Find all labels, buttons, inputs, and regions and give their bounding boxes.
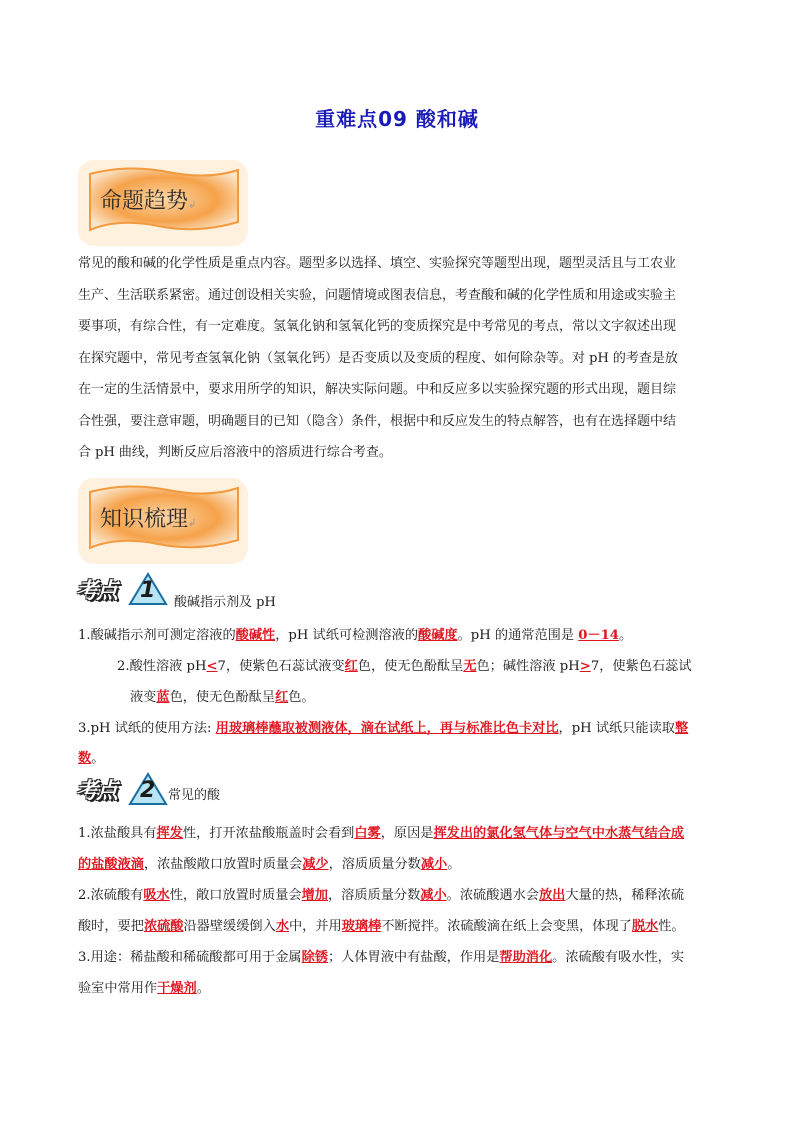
banner-label: 命题趋势↲ bbox=[100, 189, 197, 214]
trend-banner bbox=[78, 160, 248, 246]
page-title: 重难点09 酸和碱 bbox=[315, 107, 479, 131]
intro-line: 生产、生活联系紧密。通过创设相关实验，问题情境或图表信息，考查酸和碱的化学性质和用途或实验主 bbox=[78, 287, 677, 303]
kd2-line-4: 酸时，要把浓硫酸沿器壁缓缓倒入水中，并用玻璃棒不断搅拌。浓硫酸滴在纸上会变黑，体现了脱水性。 bbox=[78, 919, 685, 934]
kaodian-2-badge bbox=[76, 772, 166, 808]
kd1-line-1: 1.酸碱指示剂可测定溶液的酸碱性，pH 试纸可检测溶液的酸碱度。pH 的通常范围是 0－14。 bbox=[78, 628, 633, 643]
kaodian-label: 考点 bbox=[76, 779, 117, 804]
kaodian-1-badge bbox=[76, 572, 166, 608]
kd2-line-2: 的盐酸液滴，浓盐酸敞口放置时质量会减少，溶质质量分数减小。 bbox=[78, 857, 461, 872]
intro-line: 常见的酸和碱的化学性质是重点内容。题型多以选择、填空、实验探究等题型出现，题型灵活且与工农业 bbox=[78, 256, 677, 271]
intro-line: 合性强，要注意审题，明确题目的已知（隐含）条件，根据中和反应发生的特点解答，也有在选择题中结 bbox=[78, 413, 677, 429]
kaodian-2-title: 常见的酸 bbox=[168, 788, 221, 803]
intro-line: 合 pH 曲线，判断反应后溶液中的溶质进行综合考查。 bbox=[78, 445, 392, 460]
intro-paragraph bbox=[78, 248, 718, 469]
intro-line: 在探究题中，常见考查氢氧化钠（氢氧化钙）是否变质以及变质的程度、如何除杂等。对 pH 的考查是放 bbox=[78, 350, 678, 366]
kaodian-number: 1 bbox=[140, 578, 156, 603]
kaodian-number: 2 bbox=[140, 778, 156, 803]
kaodian-label: 考点 bbox=[76, 579, 117, 604]
banner-label: 知识梳理↲ bbox=[100, 507, 197, 532]
kd2-line-1: 1.浓盐酸具有挥发性，打开浓盐酸瓶盖时会看到白雾，原因是挥发出的氯化氢气体与空气中水蒸气结合成 bbox=[78, 826, 685, 841]
kd1-line-2: 2.酸性溶液 pH<7，使紫色石蕊试液变红色，使无色酚酞呈无色；碱性溶液 pH>7，使紫色石蕊试 bbox=[117, 659, 692, 674]
intro-line: 在一定的生活情景中，要求用所学的知识，解决实际问题。中和反应多以实验探究题的形式出现，题目综 bbox=[78, 382, 677, 397]
intro-line: 要事项，有综合性，有一定难度。氢氧化钠和氢氧化钙的变质探究是中考常见的考点，常以文字叙述出现 bbox=[78, 319, 677, 334]
knowledge-banner bbox=[78, 478, 248, 564]
kaodian-1-title: 酸碱指示剂及 pH bbox=[174, 595, 276, 610]
kd1-line-3: 液变蓝色，使无色酚酞呈红色。 bbox=[130, 690, 315, 705]
kd1-line-4: 3.pH 试纸的使用方法: 用玻璃棒蘸取被测液体，滴在试纸上，再与标准比色卡对比，pH 试纸只能读取整 bbox=[78, 721, 689, 736]
kd2-line-6: 验室中常用作干燥剂。 bbox=[78, 981, 210, 996]
kd1-line-5: 数。 bbox=[78, 751, 105, 766]
kd2-line-3: 2.浓硫酸有吸水性，敞口放置时质量会增加，溶质质量分数减小。浓硫酸遇水会放出大量的热，稀释浓硫 bbox=[78, 888, 685, 903]
kd2-line-5: 3.用途：稀盐酸和稀硫酸都可用于金属除锈；人体胃液中有盐酸，作用是帮助消化。浓硫酸有吸水性，实 bbox=[78, 950, 685, 965]
